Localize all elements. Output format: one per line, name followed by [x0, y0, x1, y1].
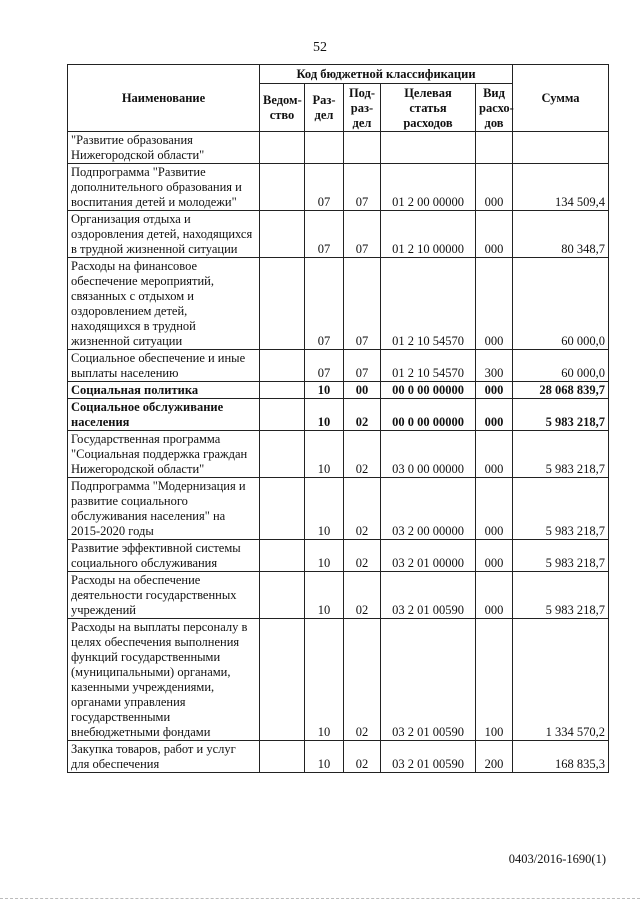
cell-expense-type: 000: [476, 540, 513, 572]
header-section: Раз- дел: [305, 84, 344, 132]
cell-subsection: [344, 132, 381, 164]
table-row: [68, 540, 609, 572]
cell-sum: 5 983 218,7: [513, 399, 609, 431]
cell-dept: [260, 350, 305, 382]
table-row: [68, 741, 609, 773]
cell-target: 00 0 00 00000: [381, 399, 476, 431]
cell-target: 03 2 00 00000: [381, 478, 476, 540]
cell-target: 03 2 01 00000: [381, 540, 476, 572]
cell-sum: 134 509,4: [513, 164, 609, 211]
cell-dept: [260, 399, 305, 431]
cell-name: Расходы на выплаты персоналу в целях обеспечения выполнения функций государственными (муниципальными) органами, казенными учреждениями, органами управления государственными внебюджетными фондами: [68, 619, 260, 741]
cell-expense-type: 000: [476, 258, 513, 350]
cell-expense-type: 000: [476, 399, 513, 431]
cell-section: 07: [305, 258, 344, 350]
cell-name: Подпрограмма "Модернизация и развитие социального обслуживания населения" на 2015-2020 годы: [68, 478, 260, 540]
header-code-group: Код бюджетной классификации: [260, 65, 513, 84]
cell-expense-type: 000: [476, 164, 513, 211]
cell-expense-type: 000: [476, 572, 513, 619]
cell-dept: [260, 741, 305, 773]
table-row: [68, 431, 609, 478]
table-row: [68, 258, 609, 350]
cell-expense-type: 300: [476, 350, 513, 382]
cell-subsection: 02: [344, 619, 381, 741]
cell-subsection: 02: [344, 540, 381, 572]
cell-expense-type: 000: [476, 382, 513, 399]
cell-section: 10: [305, 431, 344, 478]
header-expense-type: Вид расхо- дов: [476, 84, 513, 132]
table-row: [68, 350, 609, 382]
cell-expense-type: 000: [476, 478, 513, 540]
cell-name: Государственная программа "Социальная поддержка граждан Нижегородской области": [68, 431, 260, 478]
cell-subsection: 02: [344, 572, 381, 619]
cell-expense-type: 000: [476, 211, 513, 258]
document-code: 0403/2016-1690(1): [508, 852, 606, 866]
table-row: [68, 572, 609, 619]
cell-name: Расходы на обеспечение деятельности государственных учреждений: [68, 572, 260, 619]
cell-subsection: 02: [344, 399, 381, 431]
header-sum: Сумма: [513, 65, 609, 132]
cell-target: 01 2 00 00000: [381, 164, 476, 211]
cell-name: Организация отдыха и оздоровления детей, находящихся в трудной жизненной ситуации: [68, 211, 260, 258]
cell-name: Социальная политика: [68, 382, 260, 399]
cell-dept: [260, 382, 305, 399]
cell-sum: [513, 132, 609, 164]
cell-section: 10: [305, 382, 344, 399]
cell-subsection: 02: [344, 741, 381, 773]
cell-sum: 5 983 218,7: [513, 431, 609, 478]
cell-sum: 5 983 218,7: [513, 540, 609, 572]
cell-name: Развитие эффективной системы социального обслуживания: [68, 540, 260, 572]
cell-target: 01 2 10 54570: [381, 258, 476, 350]
table-row: [68, 619, 609, 741]
cell-section: 10: [305, 741, 344, 773]
cell-sum: 168 835,3: [513, 741, 609, 773]
table-row: [68, 132, 609, 164]
cell-section: 07: [305, 164, 344, 211]
page-number: 52: [313, 40, 327, 55]
table-body: [68, 132, 609, 773]
cell-section: 10: [305, 399, 344, 431]
cell-section: 10: [305, 572, 344, 619]
cell-subsection: 07: [344, 164, 381, 211]
header-name: Наименование: [68, 65, 260, 132]
cell-sum: 1 334 570,2: [513, 619, 609, 741]
cell-target: 03 2 01 00590: [381, 619, 476, 741]
cell-target: 01 2 10 00000: [381, 211, 476, 258]
cell-expense-type: [476, 132, 513, 164]
cell-name: Социальное обслуживание населения: [68, 399, 260, 431]
cell-name: Расходы на финансовое обеспечение мероприятий, связанных с отдыхом и оздоровлением детей, находящихся в трудной жизненной ситуации: [68, 258, 260, 350]
cell-expense-type: 200: [476, 741, 513, 773]
cell-target: [381, 132, 476, 164]
budget-table: [67, 64, 609, 773]
cell-name: Закупка товаров, работ и услуг для обеспечения: [68, 741, 260, 773]
cell-section: [305, 132, 344, 164]
cell-name: Социальное обеспечение и иные выплаты населению: [68, 350, 260, 382]
cell-expense-type: 000: [476, 431, 513, 478]
cell-section: 07: [305, 350, 344, 382]
cell-dept: [260, 572, 305, 619]
cell-dept: [260, 540, 305, 572]
cell-target: 03 2 01 00590: [381, 741, 476, 773]
cell-dept: [260, 132, 305, 164]
header-target: Целевая статья расходов: [381, 84, 476, 132]
cell-subsection: 07: [344, 211, 381, 258]
cell-section: 10: [305, 619, 344, 741]
cell-dept: [260, 431, 305, 478]
cell-subsection: 00: [344, 382, 381, 399]
cell-sum: 60 000,0: [513, 258, 609, 350]
cell-subsection: 02: [344, 478, 381, 540]
cell-sum: 5 983 218,7: [513, 478, 609, 540]
cell-target: 03 2 01 00590: [381, 572, 476, 619]
table-row: [68, 478, 609, 540]
cell-subsection: 02: [344, 431, 381, 478]
header-dept: Ведом- ство: [260, 84, 305, 132]
cell-sum: 60 000,0: [513, 350, 609, 382]
cell-dept: [260, 619, 305, 741]
cell-sum: 5 983 218,7: [513, 572, 609, 619]
table-row: [68, 382, 609, 399]
cell-dept: [260, 211, 305, 258]
cell-dept: [260, 164, 305, 211]
cell-name: Подпрограмма "Развитие дополнительного образования и воспитания детей и молодежи": [68, 164, 260, 211]
table-row: [68, 211, 609, 258]
cell-name: "Развитие образования Нижегородской области": [68, 132, 260, 164]
cell-sum: 28 068 839,7: [513, 382, 609, 399]
cell-target: 00 0 00 00000: [381, 382, 476, 399]
cell-section: 10: [305, 540, 344, 572]
cell-dept: [260, 478, 305, 540]
scan-edge-line: [0, 898, 640, 899]
cell-expense-type: 100: [476, 619, 513, 741]
cell-target: 01 2 10 54570: [381, 350, 476, 382]
cell-dept: [260, 258, 305, 350]
table-row: [68, 164, 609, 211]
cell-subsection: 07: [344, 258, 381, 350]
cell-section: 07: [305, 211, 344, 258]
table-row: [68, 399, 609, 431]
cell-target: 03 0 00 00000: [381, 431, 476, 478]
cell-subsection: 07: [344, 350, 381, 382]
cell-section: 10: [305, 478, 344, 540]
header-subsection: Под- раз- дел: [344, 84, 381, 132]
cell-sum: 80 348,7: [513, 211, 609, 258]
